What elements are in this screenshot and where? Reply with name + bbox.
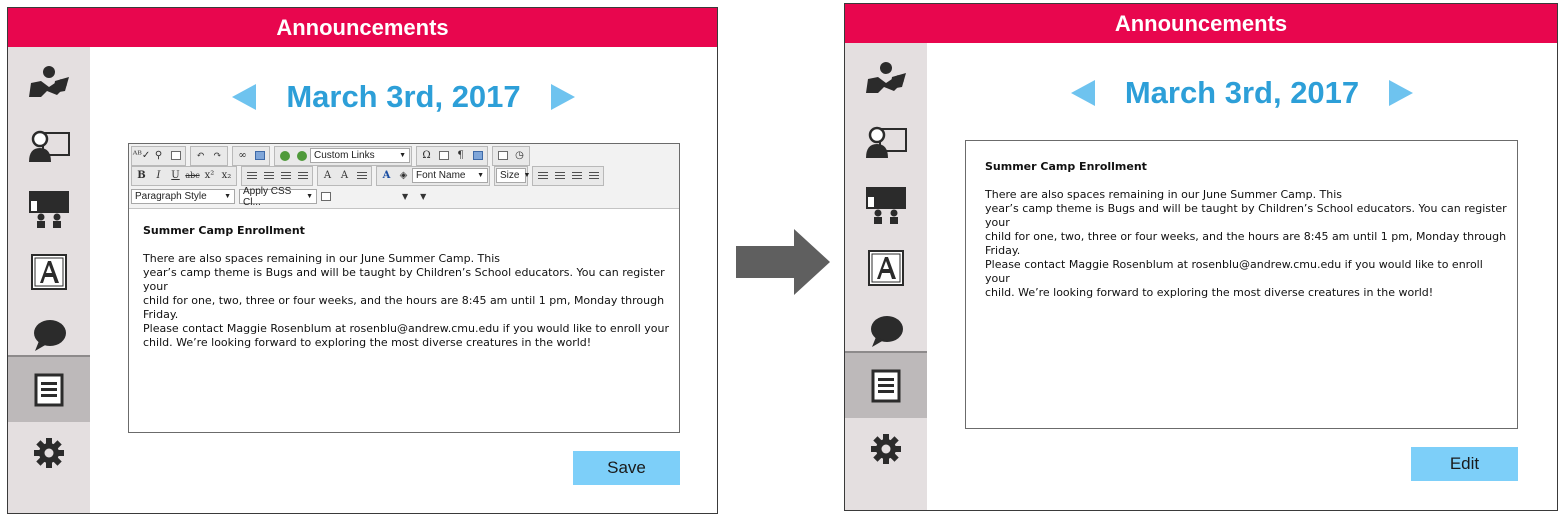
chevron-down-icon[interactable]: ▼ [402, 192, 409, 201]
custom-links-dropdown[interactable] [310, 148, 410, 163]
bulleted-list-icon[interactable] [294, 168, 311, 184]
sidebar-item-text[interactable] [845, 237, 927, 299]
redo-icon[interactable]: ↷ [213, 150, 222, 161]
date-label: March 3rd, 2017 [286, 79, 521, 114]
announcement-title: Summer Camp Enrollment [143, 224, 305, 237]
apply-css-label: Apply CSS Cl... [243, 185, 292, 208]
announcement-line: child. We’re looking forward to exploring the most diverse creatures in the world! [143, 336, 592, 349]
bold-icon[interactable]: B [137, 170, 146, 181]
toolbar-row-1 [131, 146, 534, 165]
align-right-icon[interactable] [568, 168, 585, 184]
document-icon[interactable] [494, 148, 511, 164]
date-navigator [90, 72, 717, 122]
next-date-arrow-icon[interactable] [551, 84, 575, 110]
spellcheck-icon[interactable]: ᴬᴮ✓ [132, 150, 151, 161]
unlink-globe-icon[interactable] [293, 148, 310, 164]
sidebar-item-profile[interactable] [8, 115, 90, 177]
view-mode-screen [844, 3, 1558, 511]
save-button[interactable]: Save [573, 451, 680, 485]
sidebar-item-announcements[interactable] [845, 351, 927, 418]
apply-css-class-dropdown[interactable] [239, 185, 317, 208]
outdent-icon[interactable] [243, 168, 260, 184]
announcement-line: year’s camp theme is Bugs and will be taught by Children’s School educators. You can register [985, 202, 1507, 215]
rich-text-editor[interactable] [128, 143, 680, 433]
strikethrough-icon[interactable]: abc [185, 171, 200, 180]
teacher-reading-icon [864, 61, 908, 97]
announcement-line: Friday. [143, 308, 179, 321]
teacher-reading-icon [27, 65, 71, 101]
announcement-line: There are also spaces remaining in our June Summer Camp. This [985, 188, 1343, 201]
table-icon[interactable] [435, 148, 452, 164]
chat-bubble-icon [29, 317, 69, 353]
sidebar-item-settings[interactable] [845, 418, 927, 480]
format-stripper-icon[interactable]: A [340, 170, 349, 181]
editor-toolbar [129, 144, 679, 209]
announcement-line: Please contact Maggie Rosenblum at rosenblu@andrew.cmu.edu if you would like to enroll your [985, 258, 1483, 285]
gear-icon [32, 436, 66, 470]
toolbar-row-2 [131, 166, 608, 185]
sidebar-item-settings[interactable] [8, 422, 90, 484]
undo-icon[interactable]: ↶ [196, 150, 205, 161]
italic-icon[interactable]: I [156, 170, 161, 181]
subscript-icon[interactable]: x₂ [221, 170, 232, 181]
transition-arrow-icon [736, 229, 832, 295]
announcement-title: Summer Camp Enrollment [985, 160, 1147, 173]
sidebar-item-classroom[interactable] [845, 174, 927, 236]
previous-date-arrow-icon[interactable] [1071, 80, 1095, 106]
sidebar [8, 47, 90, 513]
chevron-down-icon: ▼ [399, 152, 406, 159]
chevron-down-icon: ▼ [523, 172, 531, 179]
paste-icon[interactable] [167, 148, 184, 164]
page-header: Announcements [8, 8, 717, 47]
custom-links-label: Custom Links [314, 150, 375, 161]
align-justify-icon[interactable] [585, 168, 602, 184]
classroom-icon [27, 189, 71, 229]
chevron-down-icon: ▼ [477, 172, 484, 179]
form-icon[interactable] [469, 148, 486, 164]
size-dropdown[interactable] [496, 168, 531, 183]
paragraph-mark-icon[interactable]: ¶ [457, 150, 464, 161]
chevron-down-icon: ▼ [306, 193, 313, 200]
font-name-label: Font Name [416, 170, 466, 181]
chevron-down-icon[interactable]: ▼ [420, 192, 427, 201]
page-header: Announcements [845, 4, 1557, 43]
announcement-line: There are also spaces remaining in our June Summer Camp. This [143, 252, 501, 265]
date-label: March 3rd, 2017 [1124, 75, 1360, 110]
announcement-line: child for one, two, three or four weeks, and the hours are 8:45 am until 1 pm, Monday through [143, 294, 665, 307]
classroom-icon [864, 185, 908, 225]
align-left-icon[interactable] [534, 168, 551, 184]
announcement-line: your [143, 280, 168, 293]
superscript-icon[interactable]: x² [204, 170, 215, 181]
edit-mode-screen [7, 7, 718, 514]
underline-icon[interactable]: U [171, 170, 180, 181]
sidebar-item-announcements[interactable] [8, 355, 90, 422]
sidebar-item-classroom[interactable] [8, 178, 90, 240]
image-icon[interactable] [251, 148, 268, 164]
sidebar-item-teacher[interactable] [8, 52, 90, 114]
announcements-list-icon [34, 373, 64, 407]
announcements-list-icon [871, 369, 901, 403]
sidebar-item-profile[interactable] [845, 111, 927, 173]
editor-content[interactable] [143, 224, 673, 350]
indent-icon[interactable] [260, 168, 277, 184]
announcement-line: child. We’re looking forward to exploring the most diverse creatures in the world! [985, 286, 1434, 299]
sidebar-item-text[interactable] [8, 241, 90, 303]
font-name-dropdown[interactable] [412, 168, 488, 183]
font-color-icon[interactable]: A [382, 170, 391, 181]
announcement-line: your [985, 216, 1010, 229]
toolbar-row-3 [131, 187, 432, 206]
sidebar-item-teacher[interactable] [845, 48, 927, 110]
align-paragraph-icon[interactable] [353, 168, 370, 184]
date-navigator [927, 68, 1557, 118]
highlight-icon[interactable]: ◈ [399, 170, 408, 181]
announcement-line: Please contact Maggie Rosenblum at rosenblu@andrew.cmu.edu if you would like to enroll your [143, 322, 670, 335]
omega-symbol-icon[interactable]: Ω [422, 150, 431, 161]
announcement-line: Friday. [985, 244, 1021, 257]
announcement-line: child for one, two, three or four weeks, and the hours are 8:45 am until 1 pm, Monday through [985, 230, 1507, 243]
edit-button[interactable]: Edit [1411, 447, 1518, 481]
clock-icon[interactable]: ◷ [515, 150, 524, 161]
sidebar [845, 43, 927, 510]
student-profile-icon [864, 124, 908, 160]
hyperlink-globe-icon[interactable] [276, 148, 293, 164]
chevron-down-icon: ▼ [224, 193, 231, 200]
paragraph-style-label: Paragraph Style [135, 191, 207, 202]
eraser-icon[interactable] [317, 189, 334, 205]
numbered-list-icon[interactable] [277, 168, 294, 184]
text-letter-icon [29, 252, 69, 292]
chat-bubble-icon [866, 313, 906, 349]
previous-date-arrow-icon[interactable] [232, 84, 256, 110]
gear-icon [869, 432, 903, 466]
text-letter-icon [866, 248, 906, 288]
find-icon[interactable]: ⚲ [154, 150, 163, 161]
align-center-icon[interactable] [551, 168, 568, 184]
link-icon[interactable]: ∞ [238, 150, 247, 161]
next-date-arrow-icon[interactable] [1389, 80, 1413, 106]
style-builder-icon[interactable]: A [323, 170, 332, 181]
paragraph-style-dropdown[interactable] [131, 189, 235, 204]
announcement-view [965, 140, 1518, 429]
student-profile-icon [27, 128, 71, 164]
announcement-line: year’s camp theme is Bugs and will be taught by Children’s School educators. You can register [143, 266, 665, 279]
announcement-content [985, 160, 1510, 300]
size-label: Size [500, 170, 520, 181]
